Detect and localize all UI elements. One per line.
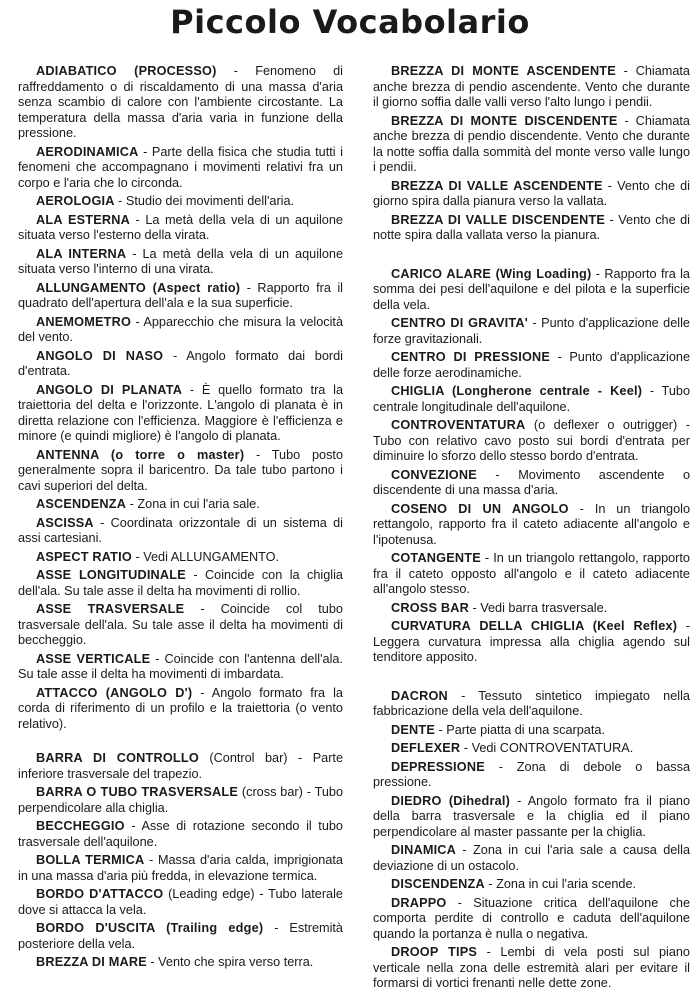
glossary-entry: ADIABATICO (PROCESSO) - Fenomeno di raffreddamento o di riscaldamento di una massa d'aria senza scambio di calore con l'ambiente circostante. La temperatura della massa d'aria varia in funzione della pressione. <box>18 64 344 140</box>
entry-term: CURVATURA DELLA CHIGLIA (Keel Reflex) <box>391 619 678 633</box>
entry-term: ALLUNGAMENTO (Aspect ratio) <box>36 280 241 295</box>
entry-definition: Angolo formato fra la corda di riferimento di un profilo e la traiettoria (o vento relativo). <box>18 685 343 731</box>
glossary-entry: DACRON - Tessuto sintetico impiegato nella fabbricazione della vela dell'aquilone. <box>373 688 690 718</box>
entry-definition: Coordinata orizzontale di un sistema di assi cartesiani. <box>18 515 344 545</box>
entry-definition: Fenomeno di raffreddamento o di riscaldamento di una massa d'aria senza scambio di calore con l'ambiente circostante. La temperatura della massa d'aria varia in funzione della pressione. <box>18 64 344 140</box>
glossary-entry: ASSE TRASVERSALE - Coincide col tubo trasversale dell'ala. Su tale asse il delta ha movimenti di beccheggio. <box>18 602 343 647</box>
entry-definition: Vedi barra trasversale. <box>480 600 608 615</box>
glossary-entry: ATTACCO (ANGOLO D') - Angolo formato fra la corda di riferimento di un profilo e la traiettoria (o vento relativo). <box>18 685 343 731</box>
entry-definition: Vedi CONTROVENTATURA. <box>471 741 634 755</box>
section-spacer <box>18 735 343 751</box>
right-column <box>373 64 690 995</box>
entry-term: CENTRO DI GRAVITA' <box>391 316 528 330</box>
glossary-entry: AERODINAMICA - Parte della fisica che studia tutti i fenomeni che accompagnano i movimenti relativi fra un corpo e l'aria che lo circonda. <box>18 144 343 190</box>
entry-term: DRAPPO <box>391 895 447 910</box>
entry-term: DENTE <box>391 722 435 737</box>
glossary-entry: DIEDRO (Dihedral) - Angolo formato fra il piano della barra trasversale e la chiglia ed il piano perpendicolare al master passante per la chiglia. <box>373 793 690 839</box>
entry-definition: Coincide col tubo trasversale dell'ala. Su tale asse il delta ha movimenti di beccheggio. <box>18 602 343 647</box>
entry-definition: Vento che spira verso terra. <box>158 955 314 969</box>
entry-term: ALA ESTERNA <box>36 212 130 227</box>
entry-term: ANGOLO DI PLANATA <box>36 382 183 397</box>
entry-term: COSENO DI UN ANGOLO <box>391 501 569 516</box>
entry-definition: In un triangolo rettangolo, rapporto fra il cateto opposto all'angolo e il cateto adiacente all'angolo stesso. <box>373 551 690 596</box>
entry-term: DROOP TIPS <box>391 945 478 959</box>
entry-definition: Movimento ascendente o discendente di una massa d'aria. <box>373 467 690 497</box>
entry-definition: Vedi ALLUNGAMENTO. <box>143 549 280 564</box>
entry-term: ATTACCO (ANGOLO D') <box>36 685 193 700</box>
glossary-entry: DISCENDENZA - Zona in cui l'aria scende. <box>391 877 637 891</box>
entry-definition: Punto d'applicazione delle forze gravitazionali. <box>373 316 690 346</box>
glossary-entry: BECCHEGGIO - Asse di rotazione secondo il tubo trasversale dell'aquilone. <box>18 819 343 849</box>
entry-definition: Zona in cui l'aria scende. <box>496 877 637 891</box>
entry-term: DEFLEXER <box>391 741 461 755</box>
entry-term: BREZZA DI MONTE DISCENDENTE <box>391 113 618 128</box>
entry-term: CARICO ALARE (Wing Loading) <box>391 266 592 281</box>
entry-term: BREZZA DI MARE <box>36 955 147 969</box>
entry-definition: Zona in cui l'aria sale. <box>137 497 260 511</box>
glossary-entry: CONVEZIONE - Movimento ascendente o discendente di una massa d'aria. <box>373 467 690 497</box>
section-spacer <box>373 669 690 689</box>
entry-definition: Parte della fisica che studia tutti i fenomeni che accompagnano i movimenti relativi fra un corpo e l'aria che lo circonda. <box>18 144 343 190</box>
entry-definition: Chiamata anche brezza di pendio ascendente. Vento che durante il giorno soffia dalle valli verso l'alto lungo i pendii. <box>373 64 690 109</box>
entry-definition: Parte piatta di una scarpata. <box>446 722 605 737</box>
entry-term-note: (Leading edge) <box>168 887 255 901</box>
glossary-entry: CENTRO DI GRAVITA' - Punto d'applicazione delle forze gravitazionali. <box>373 316 690 346</box>
glossary-entry: BREZZA DI MONTE ASCENDENTE - Chiamata anche brezza di pendio ascendente. Vento che durante il giorno soffia dalle valli verso l'alto lungo i pendii. <box>373 64 690 109</box>
entry-term: DISCENDENZA <box>391 877 485 891</box>
glossary-entry: CARICO ALARE (Wing Loading) - Rapporto fra la somma dei pesi dell'aquilone e del pilota e la superficie della vela. <box>373 266 690 312</box>
entry-definition: Vento che di notte spira dalla vallata verso la pianura. <box>373 212 690 242</box>
entry-definition: Leggera curvatura impressa alla chiglia agendo sul tenditore apposito. <box>373 634 690 664</box>
glossary-entry: ASCISSA - Coordinata orizzontale di un sistema di assi cartesiani. <box>18 515 344 545</box>
glossary-entry: ANGOLO DI NASO - Angolo formato dai bordi d'entrata. <box>18 348 343 378</box>
glossary-entry: CURVATURA DELLA CHIGLIA (Keel Reflex) - Leggera curvatura impressa alla chiglia agendo sul tenditore apposito. <box>373 619 690 664</box>
entry-definition: Situazione critica dell'aquilone che comporta perdite di controllo e caduta dell'aquilone quando la portanza è nulla o negativa. <box>373 895 690 941</box>
glossary-entry: BREZZA DI VALLE ASCENDENTE - Vento che di giorno spira dalla pianura verso la vallata. <box>373 178 690 208</box>
glossary-entry: ALLUNGAMENTO (Aspect ratio) - Rapporto fra il quadrato dell'apertura dell'ala e la sua superficie. <box>18 280 343 310</box>
glossary-entry: ASCENDENZA - Zona in cui l'aria sale. <box>36 497 260 511</box>
entry-definition: Parte inferiore trasversale del trapezio. <box>18 751 344 781</box>
entry-term: ANGOLO DI NASO <box>36 348 164 363</box>
entry-term: BREZZA DI MONTE ASCENDENTE <box>391 64 616 78</box>
glossary-entry: ANGOLO DI PLANATA - È quello formato tra la traiettoria del delta e l'orizzonte. L'angolo di planata è in diretta relazione con l'efficienza. Maggiore è l'efficienza e minore (e quindi migliore) è l'angolo di planata. <box>18 382 344 443</box>
entry-term: DINAMICA <box>391 843 457 857</box>
glossary-entry: AEROLOGIA - Studio dei movimenti dell'aria. <box>36 194 295 208</box>
left-column <box>18 64 343 974</box>
entry-definition: Tubo con relativo cavo posto sui bordi d'entrata per diminuire lo sforzo dello stesso bordo d'entrata. <box>373 433 690 463</box>
entry-term: ASCENDENZA <box>36 497 127 511</box>
entry-definition: In un triangolo rettangolo, rapporto fra il cateto adiacente all'angolo e l'ipotenusa. <box>373 501 690 547</box>
entry-term-note: (Control bar) <box>209 751 288 765</box>
entry-term: BOLLA TERMICA <box>36 853 145 867</box>
glossary-entry: BORDO D'ATTACCO (Leading edge) - Tubo laterale dove si attacca la vela. <box>18 887 343 917</box>
entry-term-note: (o deflexer o outrigger) <box>533 418 678 432</box>
entry-term: CONTROVENTATURA <box>391 418 526 432</box>
entry-definition: Asse di rotazione secondo il tubo trasversale dell'aquilone. <box>18 819 343 849</box>
entry-definition: La metà della vela di un aquilone situata verso l'interno di una virata. <box>18 246 344 276</box>
glossary-entry: CENTRO DI PRESSIONE - Punto d'applicazione delle forze aerodinamiche. <box>373 350 690 380</box>
entry-term: DEPRESSIONE <box>391 759 485 774</box>
entry-term: CROSS BAR <box>391 600 469 615</box>
entry-term: CHIGLIA (Longherone centrale - Keel) <box>391 384 643 398</box>
glossary-entry: ASSE LONGITUDINALE - Coincide con la chiglia dell'ala. Su tale asse il delta ha movimenti di rollio. <box>18 568 343 598</box>
glossary-entry: DROOP TIPS - Lembi di vela posti sul piano verticale nella zona delle estremità alari per evitare il formarsi di vortici frenanti nelle dette zone. <box>373 945 690 990</box>
entry-definition: Estremità posteriore della vela. <box>18 921 343 951</box>
glossary-entry: ANEMOMETRO - Apparecchio che misura la velocità del vento. <box>18 314 343 344</box>
entry-term: BECCHEGGIO <box>36 819 125 833</box>
entry-term: ASSE LONGITUDINALE <box>36 568 186 582</box>
entry-definition: Angolo formato dai bordi d'entrata. <box>18 348 343 378</box>
entry-term: BREZZA DI VALLE ASCENDENTE <box>391 178 603 193</box>
glossary-entry: ALA ESTERNA - La metà della vela di un aquilone situata verso l'esterno della virata. <box>18 212 343 242</box>
glossary-entry: DRAPPO - Situazione critica dell'aquilone che comporta perdite di controllo e caduta dell'aquilone quando la portanza è nulla o negativa. <box>373 895 690 941</box>
entry-definition: Coincide con l'antenna dell'ala. Su tale asse il delta ha movimenti di imbardata. <box>18 651 343 681</box>
entry-definition: Lembi di vela posti sul piano verticale nella zona delle estremità alari per evitare il formarsi di vortici frenanti nelle dette zone. <box>373 945 690 990</box>
glossary-entry: COTANGENTE - In un triangolo rettangolo, rapporto fra il cateto opposto all'angolo e il cateto adiacente all'angolo stesso. <box>373 551 690 596</box>
glossary-entry: BARRA DI CONTROLLO (Control bar) - Parte inferiore trasversale del trapezio. <box>18 751 344 781</box>
glossary-entry: BOLLA TERMICA - Massa d'aria calda, imprigionata in una massa d'aria più fredda, in elevazione termica. <box>18 853 343 883</box>
entry-definition: La metà della vela di un aquilone situata verso l'esterno della virata. <box>18 212 343 242</box>
entry-term: BARRA O TUBO TRASVERSALE <box>36 785 238 799</box>
glossary-entry: CROSS BAR - Vedi barra trasversale. <box>391 600 608 615</box>
entry-definition: Zona di debole o bassa pressione. <box>373 759 691 789</box>
entry-definition: È quello formato tra la traiettoria del delta e l'orizzonte. L'angolo di planata è in diretta relazione con l'efficienza. Maggiore è l'efficienza e minore (e quindi migliore) è l'angolo di planata. <box>18 382 344 443</box>
entry-term: ANEMOMETRO <box>36 314 132 329</box>
entry-definition: Tessuto sintetico impiegato nella fabbricazione della vela dell'aquilone. <box>373 688 690 718</box>
glossary-entry: ALA INTERNA - La metà della vela di un aquilone situata verso l'interno di una virata. <box>18 246 344 276</box>
entry-term: DIEDRO (Dihedral) <box>391 793 511 808</box>
entry-definition: Rapporto fra il quadrato dell'apertura dell'ala e la sua superficie. <box>18 280 343 310</box>
entry-term: BORDO D'ATTACCO <box>36 887 164 901</box>
entry-definition: Massa d'aria calda, imprigionata in una massa d'aria più fredda, in elevazione termica. <box>18 853 343 883</box>
entry-term-note: (cross bar) <box>241 785 303 799</box>
entry-term: COTANGENTE <box>391 551 481 565</box>
entry-term: CENTRO DI PRESSIONE <box>391 350 551 364</box>
entry-term: ASPECT RATIO <box>36 549 132 564</box>
entry-term: ADIABATICO (PROCESSO) <box>36 64 217 78</box>
glossary-entry: ANTENNA (o torre o master) - Tubo posto generalmente sopra il baricentro. Da tale tubo partono i cavi superiori del delta. <box>18 447 344 493</box>
entry-term: ALA INTERNA <box>36 246 127 261</box>
entry-term: AERODINAMICA <box>36 144 139 159</box>
glossary-entry: BREZZA DI MARE - Vento che spira verso terra. <box>36 955 314 969</box>
glossary-entry: BREZZA DI MONTE DISCENDENTE - Chiamata anche brezza di pendio discendente. Vento che durante la notte soffia dalla sommità del monte verso valle lungo i pendii. <box>373 113 690 174</box>
glossary-entry: ASSE VERTICALE - Coincide con l'antenna dell'ala. Su tale asse il delta ha movimenti di imbardata. <box>18 651 343 681</box>
entry-term: ANTENNA (o torre o master) <box>36 447 245 462</box>
glossary-entry: DENTE - Parte piatta di una scarpata. <box>391 722 605 737</box>
glossary-entry: DEPRESSIONE - Zona di debole o bassa pressione. <box>373 759 691 789</box>
entry-definition: Tubo posto generalmente sopra il baricentro. Da tale tubo partono i cavi superiori del delta. <box>18 447 344 493</box>
entry-term: CONVEZIONE <box>391 467 477 482</box>
glossary-entry: DINAMICA - Zona in cui l'aria sale a causa della deviazione di un ostacolo. <box>373 843 690 873</box>
glossary-entry: COSENO DI UN ANGOLO - In un triangolo rettangolo, rapporto fra il cateto adiacente all'angolo e l'ipotenusa. <box>373 501 690 547</box>
entry-definition: Tubo centrale longitudinale dell'aquilone. <box>373 384 690 414</box>
entry-term: BREZZA DI VALLE DISCENDENTE <box>391 212 606 227</box>
glossary-entry: CONTROVENTATURA (o deflexer o outrigger) - Tubo con relativo cavo posto sui bordi d'entrata per diminuire lo sforzo dello stesso bordo d'entrata. <box>373 418 690 463</box>
glossary-entry: CHIGLIA (Longherone centrale - Keel) - Tubo centrale longitudinale dell'aquilone. <box>373 384 690 414</box>
entry-definition: Studio dei movimenti dell'aria. <box>125 194 295 208</box>
glossary-entry: BORDO D'USCITA (Trailing edge) - Estremità posteriore della vela. <box>18 921 343 951</box>
entry-term: ASSE VERTICALE <box>36 651 151 666</box>
entry-definition: Coincide con la chiglia dell'ala. Su tale asse il delta ha movimenti di rollio. <box>18 568 343 598</box>
section-spacer <box>373 247 690 267</box>
entry-term: BARRA DI CONTROLLO <box>36 751 199 765</box>
entry-term: ASSE TRASVERSALE <box>36 602 185 616</box>
entry-definition: Zona in cui l'aria sale a causa della deviazione di un ostacolo. <box>373 843 690 873</box>
glossary-entry: BARRA O TUBO TRASVERSALE (cross bar) - Tubo perpendicolare alla chiglia. <box>18 785 344 815</box>
entry-term: DACRON <box>391 688 448 703</box>
glossary-entry: ASPECT RATIO - Vedi ALLUNGAMENTO. <box>36 549 280 564</box>
entry-definition: Chiamata anche brezza di pendio discendente. Vento che durante la notte soffia dalla sommità del monte verso valle lungo i pendii. <box>373 113 690 174</box>
entry-definition: Apparecchio che misura la velocità del vento. <box>18 314 343 344</box>
page-title: Piccolo Vocabolario <box>170 3 530 41</box>
entry-definition: Punto d'applicazione delle forze aerodinamiche. <box>373 350 690 380</box>
glossary-entry: DEFLEXER - Vedi CONTROVENTATURA. <box>391 741 634 755</box>
glossary-entry: BREZZA DI VALLE DISCENDENTE - Vento che di notte spira dalla vallata verso la pianura. <box>373 212 690 242</box>
entry-term: BORDO D'USCITA (Trailing edge) <box>36 921 264 935</box>
entry-term: ASCISSA <box>36 515 94 530</box>
entry-definition: Rapporto fra la somma dei pesi dell'aquilone e del pilota e la superficie della vela. <box>373 266 690 312</box>
entry-definition: Angolo formato fra il piano della barra trasversale e la chiglia ed il piano perpendicolare al master passante per la chiglia. <box>373 793 690 839</box>
entry-term: AEROLOGIA <box>36 194 115 208</box>
entry-definition: Tubo laterale dove si attacca la vela. <box>18 887 343 917</box>
entry-definition: Tubo perpendicolare alla chiglia. <box>18 785 344 815</box>
entry-definition: Vento che di giorno spira dalla pianura verso la vallata. <box>373 178 690 208</box>
